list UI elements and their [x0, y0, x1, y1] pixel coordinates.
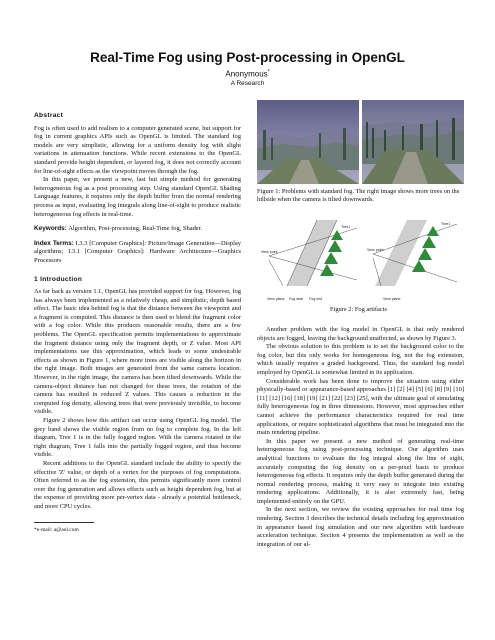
keywords	[34, 225, 241, 234]
abstract-heading: Abstract	[34, 112, 64, 119]
view-plane-label-right: View plane	[383, 297, 401, 301]
right-column	[257, 326, 464, 549]
fog-start-label: Fog start	[289, 297, 304, 301]
tree1-label-left: Tree1	[341, 225, 351, 229]
viewpoint-label-left: View point	[261, 250, 278, 254]
intro-right-paragraph-3: Considerable work has been done to improve the situation using either physically-based or appearance-based approaches [1] [2] [4] [5] [6] [8] [9] [10] [11] [12] [16] [18] [19] [21] [22] [23] [25], with the ultimate goal of simulating fully heterogeneous fog in three dimensions. However, most approaches either cannot achieve the performance characteristics required for real time applications, or require sophisticated algorithms that must be integrated into the main rendering pipeline.	[257, 377, 464, 437]
figure-1-right-image	[362, 100, 464, 184]
view-plane-label-left: View plane	[267, 297, 285, 301]
author-footnote-mark: *	[267, 69, 270, 75]
intro-right-paragraph-1: Another problem with the fog model in OpenGL is that only rendered objects are fogged, leaving the background unaffected, as shown by Figure 3.	[257, 326, 464, 342]
figure-1-left-image	[257, 100, 359, 184]
paper-title: Real-Time Fog using Post-processing in OpenGL	[90, 50, 405, 65]
footnote-rule	[34, 522, 94, 523]
index-terms	[34, 240, 241, 266]
intro-right-paragraph-4: In this paper we present a new method of generating real-time heterogeneous fog using post-processing technique. Our algorithm uses analytical functions to evaluate the fog integral along the line of sight, accurately computing the fog density on a per-pixel basis to produce heterogeneous fog effects. It requires only the depth buffer generated during the normal rendering process, making it very easy to integrate into existing rendering applications. Additionally, it is also extremely fast, being implemented entirely on the GPU.	[257, 437, 464, 505]
keywords-label: Keywords:	[34, 225, 67, 233]
index-terms-label: Index Terms:	[34, 239, 74, 247]
view-plane-right	[373, 258, 381, 286]
affiliation: A Research	[230, 80, 265, 87]
figure-2-caption: Figure 2: Fog artifacts	[330, 306, 387, 313]
figure-2	[257, 220, 464, 332]
intro-paragraph-2: Figure 2 shows how this artifact can occur using OpenGL fog model. The grey band shows the visible region from no fog to complete fog. In the left diagram, Tree 1 is in the fully fogged region. With the camera rotated in the right diagram, Tree 1 falls into the partially fogged region, and thus become visible.	[34, 417, 241, 459]
fog-band-left	[287, 220, 337, 286]
author-line	[0, 69, 495, 79]
intro-paragraph-1: As far back as version 1.1, OpenGL has provided support for fog. However, fog has always been implemented as a relatively cheap, and simplistic, depth based effect. The basic idea behind fog is that the distance between the viewpoint and a fragment is computed. This distance is then used to blend the fragment color with a fog color. While this produces reasonable results, there are a few problems. The OpenGL specification permits implementations to approximate the fragment distance using only the fragment depth, or Z value. Most API implementations use this approximation, which leads to some undesirable effects as shown in Figure 1, where more trees are visible along the horizon in the right image. Both images are generated from the same camera location. However, in the right image, the camera has been tilted downwards. While the camera-object distance has not changed for these trees, the rotation of the camera has resulted in reduced Z values. This causes a reduction in the computed fog density, allowing trees that were previously invisible, to become visible.	[34, 288, 241, 416]
abstract-paragraph-2: In this paper, we present a new, fast but simple method for generating heterogeneous fog as a post processing step. Using standard OpenGL Shading Language features, it requires only the depth buffer from the normal rendering process as input, evaluating fog integrals along line-of-sight to produce realistic heterogeneous fog effects in real-time.	[34, 176, 241, 218]
intro-right-paragraph-2: The obvious solution to this problem is to set the background color to the fog color, but this only works for homogeneous fog, not the fog extension, which usually requires a graded background. Thus, the standard fog model employed by OpenGL is somewhat limited in its application.	[257, 343, 464, 376]
intro-paragraph-3: Recent additions to the OpenGL standard include the ability to specify the effective 'Z' value, or depth of a vertex for the purposes of fog computations. Often referred to as the fog extension, this permits significantly more control over the fog generation and allows effects such as height dependent fog, but at the expense of providing more per-vertex data - already a potential bottleneck, and more CPU cycles.	[34, 459, 241, 510]
fog-end-label: Fog end	[309, 297, 323, 301]
view-plane-left	[269, 260, 283, 286]
figure-1	[257, 100, 464, 184]
figure-1-caption: Figure 1: Problems with standard fog. The right image shows more trees on the hillside when the camera is tilted downwards.	[257, 188, 460, 204]
footnote: *e-mail: a@aol.com	[34, 526, 79, 533]
tree1-label-right: Tree1	[441, 222, 451, 226]
left-column	[34, 100, 241, 534]
intro-right-paragraph-5: In the next section, we review the existing approaches for real time fog rendering. Section 3 describes the technical details including fog approximation in appearance based fog simulation and our new algorithm with hardware acceleration technique. Section 4 presents the implementation as well as the integration of our al-	[257, 506, 464, 548]
index-terms-text: I.3.3 [Computer Graphics]: Picture/Image Generation—Display algorithms; I.3.1 [Computer Graphics]: Hardware Architecture—Graphics Processors	[34, 239, 242, 264]
viewpoint-label-right: View point	[367, 248, 384, 252]
fog-band-right	[375, 220, 427, 286]
introduction-heading: 1 Introduction	[34, 275, 83, 283]
abstract-paragraph-1: Fog is often used to add realism to a computer generated scene, but support for fog in current graphics APIs such as OpenGL is limited. The standard fog models are very simplistic, allowing for a uniform density fog with slight variations in attenuation functions. While recent extensions to the OpenGL standard provide height dependent, or layered fog, it does not correctly account for line-of-sight effects as the viewpoint moves through the fog.	[34, 124, 241, 175]
author-name: Anonymous	[225, 69, 268, 79]
keywords-text: Algorithm, Post-processing, Real-Time fog, Shader.	[68, 225, 203, 233]
